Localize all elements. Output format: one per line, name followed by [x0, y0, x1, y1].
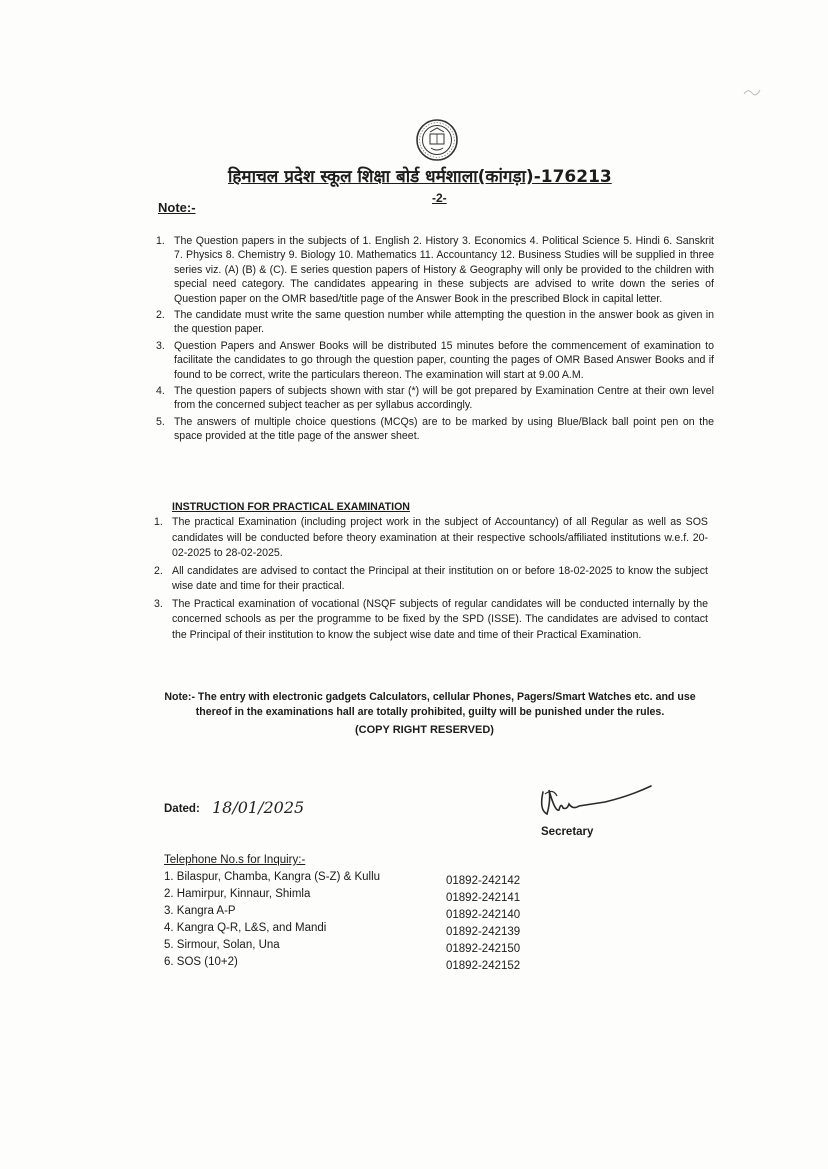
note-text: The answers of multiple choice questions (MCQs) are to be marked by using Blue/Black ball point pen on the space provided at the title page of the answer sheet.	[174, 415, 714, 443]
board-title: हिमाचल प्रदेश स्कूल शिक्षा बोर्ड धर्मशाला(कांगड़ा)-176213	[228, 167, 612, 187]
table-row	[164, 888, 544, 905]
signature-icon	[535, 780, 655, 830]
list-item: 1. The Question papers in the subjects of 1. English 2. History 3. Economics 4. Political Science 5. Hindi 6. Sanskrit 7. Physics 8. Chemistry 9. Biology 10. Mathematics 11. Accountancy 12. Business Studies will be supplied in three series viz. (A) (B) & (C). E series question papers of History & Geography will only be provided to the children with special need category. The candidates appearing in these subjects are advised to write down the series of Question paper on the OMR based/title page of the Answer Book in the prescribed Block in capital letter.	[156, 235, 714, 305]
phone-number: 01892-242140	[446, 909, 521, 921]
note-text: The candidate must write the same question number while attempting the question in the answer book as given in the question paper.	[174, 309, 714, 336]
practical-text: All candidates are advised to contact the Principal at their institution on or before 18-02-2025 to know the subject wise date and time for their practical.	[172, 564, 708, 592]
gadget-warning-note: Note:- The entry with electronic gadgets Calculators, cellular Phones, Pagers/Smart Watches etc. and use thereof in the examinations hall are totally prohibited, guilty will be punished under the rules.	[164, 691, 696, 718]
list-item: 3. Question Papers and Answer Books will be distributed 15 minutes before the commencement of examination to facilitate the candidates to go through the question paper, counting the pages of OMR Based Answer Books and if found to be correct, write the particulars thereon. The examination will start at 9.00 A.M.	[156, 339, 714, 381]
phone-number: 01892-242139	[446, 926, 521, 938]
dated-label: Dated:	[164, 803, 200, 815]
phone-number: 01892-242150	[446, 943, 521, 955]
practical-heading: INSTRUCTION FOR PRACTICAL EXAMINATION	[172, 501, 410, 513]
region-name: 6. SOS (10+2)	[164, 956, 238, 968]
table-row	[164, 956, 544, 973]
phone-number: 01892-242141	[446, 892, 521, 904]
region-name: 4. Kangra Q-R, L&S, and Mandi	[164, 922, 327, 934]
region-name: 1. Bilaspur, Chamba, Kangra (S-Z) & Kullu	[164, 871, 381, 883]
note-text: The question papers of subjects shown with star (*) will be got prepared by Examination Centre at their own level from the concerned subject teacher as per syllabus accordingly.	[174, 385, 714, 412]
telephone-heading: Telephone No.s for Inquiry:-	[164, 854, 306, 866]
notes-list	[156, 234, 714, 446]
scan-mark-icon	[742, 86, 762, 98]
table-row	[164, 871, 544, 888]
list-item: 2. All candidates are advised to contact the Principal at their institution on or before 18-02-2025 to know the subject wise date and time for their practical.	[154, 564, 708, 592]
list-item: 2. The candidate must write the same question number while attempting the question in the answer book as given in the question paper.	[156, 309, 714, 336]
note-text: The Question papers in the subjects of 1. English 2. History 3. Economics 4. Political Science 5. Hindi 6. Sanskrit 7. Physics 8. Chemistry 9. Biology 10. Mathematics 11. Accountancy 12. Business Studies will be supplied in three series viz. (A) (B) & (C). E series question papers of History & Geography will only be provided to the children with special need category. The candidates appearing in these subjects are advised to write down the series of Question paper on the OMR based/title page of the Answer Book in the prescribed Block in capital letter.	[174, 235, 714, 305]
phone-number: 01892-242142	[446, 875, 521, 887]
copyright-notice: (COPY RIGHT RESERVED)	[355, 724, 494, 736]
region-name: 5. Sirmour, Solan, Una	[164, 939, 280, 951]
list-item: 4. The question papers of subjects shown with star (*) will be got prepared by Examination Centre at their own level from the concerned subject teacher as per syllabus accordingly.	[156, 385, 714, 412]
telephone-list	[164, 871, 544, 973]
secretary-label: Secretary	[541, 826, 594, 838]
dated-value: 18/01/2025	[212, 798, 305, 817]
note-heading: Note:-	[158, 200, 196, 215]
table-row	[164, 939, 544, 956]
practical-list	[154, 515, 708, 645]
table-row	[164, 922, 544, 939]
practical-text: The practical Examination (including project work in the subject of Accountancy) of all Regular as well as SOS candidates will be conducted before theory examination at their respective schools/affiliated institutions w.e.f. 20-02-2025 to 28-02-2025.	[172, 516, 708, 559]
practical-text: The Practical examination of vocational (NSQF subjects of regular candidates will be conducted internally by the concerned schools as per the programme to be fixed by the SPD (ISSE). The candidates are advised to contact the Principal of their institution to know the subject wise date and time of their Practical Examination.	[172, 597, 708, 641]
board-seal-icon	[415, 118, 459, 162]
list-item: 1. The practical Examination (including project work in the subject of Accountancy) of all Regular as well as SOS candidates will be conducted before theory examination at their respective schools/affiliated institutions w.e.f. 20-02-2025 to 28-02-2025.	[154, 516, 708, 559]
note-text: Question Papers and Answer Books will be distributed 15 minutes before the commencement of examination to facilitate the candidates to go through the question paper, counting the pages of OMR Based Answer Books and if found to be correct, write the particulars thereon. The examination will start at 9.00 A.M.	[174, 339, 714, 381]
list-item: 5. The answers of multiple choice questions (MCQs) are to be marked by using Blue/Black ball point pen on the space provided at the title page of the answer sheet.	[156, 415, 714, 443]
region-name: 2. Hamirpur, Kinnaur, Shimla	[164, 888, 311, 900]
table-row	[164, 905, 544, 922]
list-item: 3. The Practical examination of vocational (NSQF subjects of regular candidates will be conducted internally by the concerned schools as per the programme to be fixed by the SPD (ISSE). The candidates are advised to contact the Principal of their institution to know the subject wise date and time of their Practical Examination.	[154, 597, 708, 641]
phone-number: 01892-242152	[446, 960, 521, 972]
page-number: -2-	[432, 191, 447, 205]
region-name: 3. Kangra A-P	[164, 905, 236, 917]
